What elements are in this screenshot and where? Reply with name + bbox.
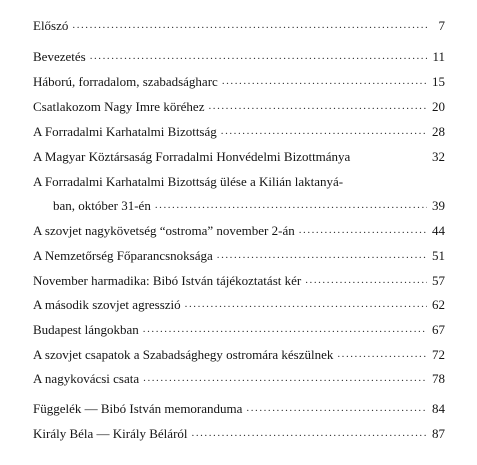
toc-entry-page: 84: [432, 401, 445, 416]
toc-entry-page: 32: [432, 149, 445, 164]
leader-dots: [143, 371, 427, 386]
toc-entry-title: A Forradalmi Karhatalmi Bizottság: [33, 124, 217, 139]
toc-entry-page: 11: [432, 49, 445, 64]
toc-entry: [33, 124, 445, 139]
toc-entry: [33, 322, 445, 337]
toc-entry-page: 78: [432, 371, 445, 386]
toc-entry: [33, 174, 445, 213]
toc-entry: [33, 223, 445, 238]
toc-entry: [33, 149, 445, 164]
toc-entry-page: 57: [432, 273, 445, 288]
toc-entry-title: Háború, forradalom, szabadságharc: [33, 74, 218, 89]
leader-dots: [221, 124, 427, 139]
leader-dots: [90, 49, 427, 64]
leader-dots: [143, 322, 427, 337]
toc-entry-title: A Magyar Köztársaság Forradalmi Honvédelmi Bizottmánya: [33, 149, 351, 164]
toc-entry-page: 28: [432, 124, 445, 139]
leader-dots: [299, 223, 427, 238]
toc-entry-title: Bevezetés: [33, 49, 86, 64]
toc-entry-page: 44: [432, 223, 445, 238]
toc-entry-title-line1: A Forradalmi Karhatalmi Bizottság ülése a Kilián laktanyá-: [33, 174, 344, 189]
leader-dots: [192, 426, 427, 441]
toc-entry-page: 62: [432, 297, 445, 312]
leader-dots: [185, 297, 427, 312]
toc-entry-title: A szovjet nagykövetség “ostroma” november 2-án: [33, 223, 295, 238]
toc-entry-title: Csatlakozom Nagy Imre köréhez: [33, 99, 205, 114]
toc-entry: [33, 297, 445, 312]
toc-entry-title: A nagykovácsi csata: [33, 371, 140, 386]
toc-entry-title: Király Béla — Király Béláról: [33, 426, 188, 441]
leader-dots: [337, 347, 427, 362]
toc-entry-title: A szovjet csapatok a Szabadsághegy ostromára készülnek: [33, 347, 334, 362]
toc-entry-page: 39: [432, 198, 445, 213]
toc-entry: [33, 371, 445, 386]
toc-entry-page: 15: [432, 74, 445, 89]
leader-dots: [305, 273, 427, 288]
leader-dots: [246, 401, 427, 416]
toc-entry-title-line2: ban, október 31-én: [53, 198, 151, 213]
toc-entry: [33, 248, 445, 263]
toc-entry: [33, 49, 445, 64]
toc-entry-page: 67: [432, 322, 445, 337]
toc-entry: [33, 401, 445, 416]
leader-dots: [222, 74, 427, 89]
toc-entry-title: A második szovjet agresszió: [33, 297, 181, 312]
toc-entry: [33, 347, 445, 362]
toc-entry-title: Függelék — Bibó István memoranduma: [33, 401, 243, 416]
leader-dots: [208, 99, 427, 114]
toc-entry-title: A Nemzetőrség Főparancsnoksága: [33, 248, 213, 263]
toc-entry: [33, 273, 445, 288]
toc-entry-page: 20: [432, 99, 445, 114]
toc-entry-title: November harmadika: Bibó István tájékoztatást kér: [33, 273, 302, 288]
toc-entry-page: 87: [432, 426, 445, 441]
toc-entry: [33, 74, 445, 89]
toc-entry-title: Budapest lángokban: [33, 322, 139, 337]
toc-entry: [33, 426, 445, 441]
leader-dots: [217, 248, 427, 263]
toc-entry: [33, 99, 445, 114]
toc-entry-page: 51: [432, 248, 445, 263]
toc-entry: [33, 18, 445, 33]
toc-entry-title: Előszó: [33, 18, 69, 33]
toc-entry-page: 72: [432, 347, 445, 362]
leader-dots: [155, 198, 427, 213]
leader-dots: [72, 18, 427, 33]
toc-entry-page: 7: [438, 18, 445, 33]
